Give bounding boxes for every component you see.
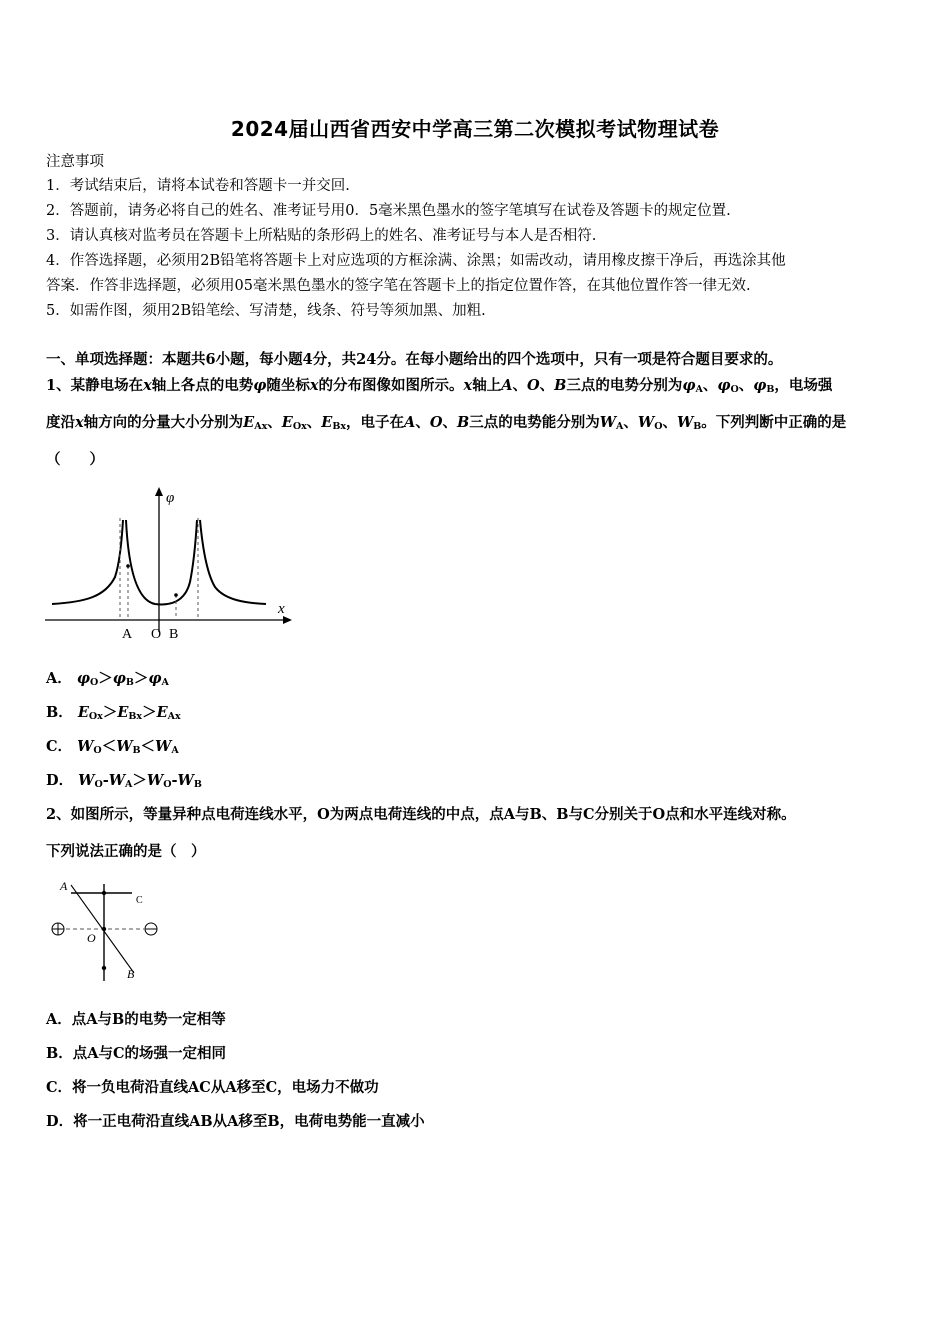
label-o: O xyxy=(87,931,96,945)
q2-option-d[interactable]: D．将一正电荷沿直线AB从A移至B，电荷电势能一直减小 xyxy=(46,1113,425,1130)
middle-curve xyxy=(126,520,197,604)
note-item: 4．作答选择题，必须用2B铅笔将答题卡上对应选项的方框涂满、涂黑；如需改动，请用橡皮擦干净后，再选涂其他 xyxy=(46,253,786,269)
q2-stem-line1: 2、如图所示，等量异种点电荷连线水平，O为两点电荷连线的中点，点A与B、B与C分别关于O点和水平连线对称。 xyxy=(46,806,796,823)
point-bottom-dot xyxy=(102,966,106,970)
page-title: 2024届山西省西安中学高三第二次模拟考试物理试卷 xyxy=(230,117,720,141)
tick-label-b: B xyxy=(169,627,179,642)
q1-option-d[interactable]: D． $W_O-W_A>W_O-W_B$ xyxy=(46,772,202,790)
note-item: 5．如需作图，须用2B铅笔绘、写清楚，线条、符号等须加黑、加粗. xyxy=(46,303,486,319)
x-axis-label: x xyxy=(278,601,285,617)
notes-heading: 注意事项 xyxy=(46,154,104,170)
point-a-dot xyxy=(102,891,106,895)
label-a: A xyxy=(60,879,68,893)
point-b-dot xyxy=(174,593,178,597)
point-o-dot xyxy=(102,927,106,931)
label-c: C xyxy=(136,895,143,906)
q2-option-b[interactable]: B．点A与C的场强一定相同 xyxy=(46,1045,227,1062)
point-a-dot xyxy=(126,564,130,568)
note-item: 答案．作答非选择题，必须用05毫米黑色墨水的签字笔在答题卡上的指定位置作答，在其他位置作答一律无效. xyxy=(46,278,751,294)
tick-label-a: A xyxy=(122,627,133,642)
q1-option-b[interactable]: B． $E_{Ox}>E_{Bx}>E_{Ax}$ xyxy=(46,704,181,722)
q1-answer-blank: （ ） xyxy=(46,451,104,468)
right-curve xyxy=(200,520,266,604)
q2-option-a[interactable]: A．点A与B的电势一定相等 xyxy=(46,1011,226,1028)
q1-potential-graph xyxy=(40,482,300,644)
tick-label-o: O xyxy=(151,627,162,642)
q1-stem-line1: 1、某静电场在x轴上各点的电势φ随坐标x的分布图像如图所示。x轴上A、O、B三点的电势分别为$\varphi_A$、$\varphi_O$、$\varphi_B$，电场强 xyxy=(46,377,833,395)
label-b: B xyxy=(127,967,135,981)
left-curve xyxy=(52,520,123,604)
section-heading: 一、单项选择题：本题共6小题，每小题4分，共24分。在每小题给出的四个选项中，只有一项是符合题目要求的。 xyxy=(46,351,783,368)
q2-charge-figure xyxy=(44,876,169,986)
y-axis-arrow-icon xyxy=(155,487,163,496)
q1-option-c[interactable]: C． $W_O<W_B<W_A$ xyxy=(46,738,179,756)
y-axis-label: φ xyxy=(166,490,175,506)
q2-option-c[interactable]: C．将一负电荷沿直线AC从A移至C，电场力不做功 xyxy=(46,1079,379,1096)
note-item: 1．考试结束后，请将本试卷和答题卡一并交回. xyxy=(46,178,350,194)
q1-option-a[interactable]: A． $\varphi_O>\varphi_B>\varphi_A$ xyxy=(46,670,169,688)
note-item: 2．答题前，请务必将自己的姓名、准考证号用0．5毫米黑色墨水的签字笔填写在试卷及答题卡的规定位置. xyxy=(46,203,731,219)
q1-stem-line2: 度沿x轴方向的分量大小分别为$E_{Ax}$、$E_{Ox}$、$E_{Bx}$，电子在A、O、B三点的电势能分别为$W_A$、$W_O$、$W_B$。下列判断中正确的是 xyxy=(46,414,847,432)
note-item: 3．请认真核对监考员在答题卡上所粘贴的条形码上的姓名、准考证号与本人是否相符. xyxy=(46,228,597,244)
x-axis-arrow-icon xyxy=(283,616,292,624)
q2-stem-line2: 下列说法正确的是（ ） xyxy=(46,843,206,860)
